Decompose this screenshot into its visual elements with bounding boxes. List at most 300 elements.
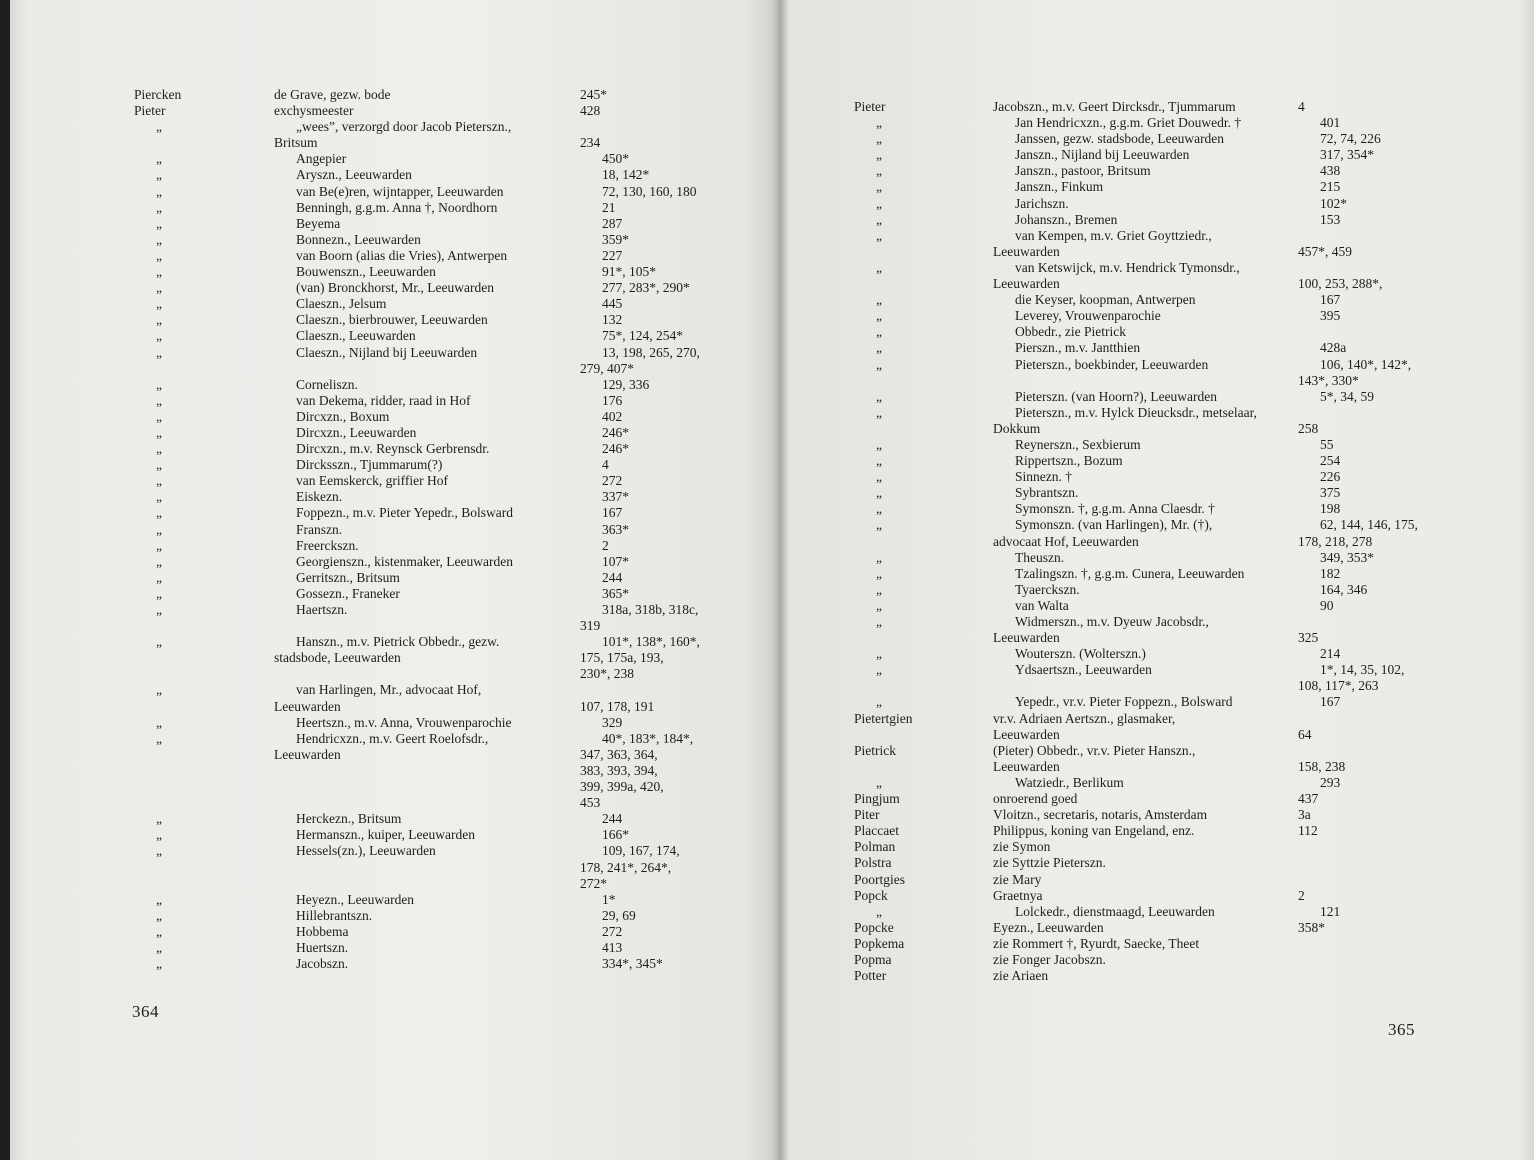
entry-description: Hendricxzn., m.v. Geert Roelofsdr., [296, 730, 489, 746]
entry-name [134, 860, 274, 876]
index-entry [854, 212, 1418, 228]
entry-description: Vloitzn., secretaris, notaris, Amsterdam [993, 807, 1208, 823]
entry-description: Benningh, g.g.m. Anna †, Noordhorn [296, 199, 498, 215]
index-entry [854, 775, 1418, 791]
entry-name: „ [156, 521, 162, 537]
entry-description: zie Syttzie Pieterszn. [993, 855, 1106, 871]
entry-description: zie Symon [993, 839, 1051, 855]
entry-page-refs: 363* [602, 521, 629, 537]
entry-name [134, 763, 274, 779]
entry-page-refs: 428a [1320, 340, 1347, 356]
entry-name: „ [156, 537, 162, 553]
entry-name: „ [156, 392, 162, 408]
entry-page-refs: 445 [602, 296, 623, 312]
index-entry [134, 811, 700, 827]
entry-description: Symonszn. (van Harlingen), Mr. (†), [1015, 517, 1213, 533]
entry-name [134, 618, 274, 634]
entry-page-refs: 178, 218, 278 [1298, 533, 1373, 549]
entry-description: stadsbode, Leeuwarden [274, 650, 401, 666]
entry-name [854, 534, 993, 550]
entry-name: „ [156, 296, 162, 312]
entry-name: „ [876, 324, 882, 340]
entry-page-refs: 21 [602, 199, 616, 215]
entry-page-refs: 112 [1298, 823, 1318, 839]
index-entry [854, 421, 1418, 437]
entry-name: „ [876, 259, 882, 275]
book-spine-edge [0, 0, 10, 1160]
entry-description: Herckezn., Britsum [296, 811, 402, 827]
entry-page-refs: 143*, 330* [1298, 372, 1359, 388]
entry-description: Reynerszn., Sexbierum [1015, 436, 1141, 452]
index-entry [134, 312, 700, 328]
entry-name [854, 759, 993, 775]
index-entry [134, 940, 700, 956]
entry-name: Popkema [854, 935, 905, 951]
entry-page-refs: 438 [1320, 163, 1341, 179]
entry-description: onroerend goed [993, 791, 1078, 807]
index-entry [854, 904, 1418, 920]
entry-description: Leeuwarden [993, 243, 1060, 259]
entry-description: van Eemskerck, griffier Hof [296, 473, 448, 489]
entry-name: „ [156, 682, 162, 698]
entry-name: „ [156, 939, 162, 955]
entry-description: Leeuwarden [993, 726, 1060, 742]
entry-description [274, 876, 580, 892]
entry-name [134, 876, 274, 892]
index-entry [134, 87, 700, 103]
entry-description: advocaat Hof, Leeuwarden [993, 533, 1139, 549]
index-entry [854, 630, 1418, 646]
entry-description [274, 763, 580, 779]
entry-page-refs: 62, 144, 146, 175, [1320, 517, 1418, 533]
index-entry [854, 501, 1418, 517]
entry-name [854, 727, 993, 743]
entry-page-refs: 90 [1320, 597, 1334, 613]
entry-page-refs: 215 [1320, 179, 1341, 195]
entry-page-refs: 383, 393, 394, [580, 762, 658, 778]
index-entry [134, 763, 700, 779]
index-entry [134, 908, 700, 924]
index-entry [134, 682, 700, 698]
entry-name: Piter [854, 807, 880, 823]
entry-name: „ [156, 424, 162, 440]
entry-description: Franszn. [296, 521, 343, 537]
index-entry [134, 650, 700, 666]
entry-page-refs: 399, 399a, 420, [580, 779, 664, 795]
index-entry [854, 485, 1418, 501]
entry-description: Dircksszn., Tjummarum(?) [296, 457, 443, 473]
index-entry [854, 662, 1418, 678]
entry-name: „ [876, 597, 882, 613]
left-page [10, 0, 778, 1160]
entry-description: Angepier [296, 151, 347, 167]
entry-name: „ [876, 131, 882, 147]
index-entry [134, 843, 700, 859]
index-entry [134, 570, 700, 586]
entry-page-refs: 102* [1320, 195, 1347, 211]
entry-page-refs: 227 [602, 247, 623, 263]
entry-page-refs: 153 [1320, 211, 1341, 227]
index-entry [134, 361, 700, 377]
entry-page-refs: 287 [602, 215, 623, 231]
index-entry [854, 968, 1418, 984]
index-entry [854, 920, 1418, 936]
entry-page-refs: 91*, 105* [602, 264, 656, 280]
index-entry [854, 598, 1418, 614]
entry-name: „ [876, 179, 882, 195]
entry-name: „ [156, 714, 162, 730]
entry-name: „ [876, 227, 882, 243]
entry-page-refs: 359* [602, 231, 629, 247]
entry-description: Janszn., Finkum [1015, 179, 1104, 195]
entry-name: Piercken [134, 87, 182, 102]
index-entry [134, 248, 700, 264]
index-entry [134, 731, 700, 747]
entry-page-refs: 164, 346 [1320, 581, 1368, 597]
index-entry [854, 678, 1418, 694]
entry-description: Janszn., pastoor, Britsum [1015, 163, 1151, 179]
entry-description: Pieterszn. (van Hoorn?), Leeuwarden [1015, 388, 1218, 404]
entry-page-refs: 337* [602, 489, 629, 505]
entry-name: „ [156, 843, 162, 859]
entry-name: „ [876, 404, 882, 420]
entry-name: Polman [854, 839, 896, 855]
entry-page-refs: 347, 363, 364, [580, 746, 658, 762]
entry-name: „ [156, 956, 162, 972]
index-entry [854, 888, 1418, 904]
entry-description: Bonnezn., Leeuwarden [296, 231, 421, 247]
entry-name: „ [156, 602, 162, 617]
entry-name: „ [156, 891, 162, 907]
entry-page-refs: 349, 353* [1320, 549, 1374, 565]
entry-page-refs: 1* [602, 891, 616, 907]
entry-description: Tzalingszn. †, g.g.m. Cunera, Leeuwarden [1015, 565, 1245, 581]
entry-page-refs: 245* [580, 87, 607, 102]
entry-page-refs: 358* [1298, 919, 1325, 935]
entry-page-refs: 1*, 14, 35, 102, [1320, 662, 1405, 678]
entry-page-refs: 132 [602, 312, 623, 328]
entry-page-refs: 121 [1320, 903, 1341, 919]
entry-page-refs: 176 [602, 392, 623, 408]
entry-name: Potter [854, 968, 887, 984]
entry-page-refs: 55 [1320, 436, 1334, 452]
left-page-number: 364 [132, 1002, 159, 1021]
index-entry [134, 457, 700, 473]
entry-description: Lolckedr., dienstmaagd, Leeuwarden [1015, 903, 1215, 919]
entry-page-refs: 230*, 238 [580, 666, 634, 682]
entry-page-refs: 272 [602, 923, 623, 939]
entry-page-refs: 158, 238 [1298, 758, 1346, 774]
entry-name [854, 421, 993, 437]
entry-description: Watziedr., Berlikum [1015, 774, 1124, 790]
entry-description: Eyezn., Leeuwarden [993, 919, 1104, 935]
entry-name: „ [156, 569, 162, 585]
entry-page-refs: 107* [602, 553, 629, 569]
entry-description: Rippertszn., Bozum [1015, 453, 1123, 469]
entry-description: (Pieter) Obbedr., vr.v. Pieter Hanszn., [993, 742, 1196, 758]
index-entry [854, 405, 1418, 421]
entry-description: Leverey, Vrouwenparochie [1015, 308, 1161, 324]
entry-page-refs: 401 [1320, 115, 1341, 131]
entry-name: „ [876, 147, 882, 163]
entry-name: „ [876, 565, 882, 581]
index-entry [134, 232, 700, 248]
entry-description [993, 678, 1298, 694]
index-entry [854, 131, 1418, 147]
entry-description: Tyaerckszn. [1015, 581, 1080, 597]
index-entry [134, 586, 700, 602]
entry-name: Pingjum [854, 791, 900, 807]
index-entry [854, 453, 1418, 469]
entry-description: zie Mary [993, 871, 1042, 887]
entry-name: „ [156, 473, 162, 489]
entry-description: Eiskezn. [296, 489, 343, 505]
entry-page-refs: 72, 130, 160, 180 [602, 183, 697, 199]
index-entry [134, 345, 700, 361]
entry-page-refs: 75*, 124, 254* [602, 328, 683, 344]
entry-page-refs: 198 [1320, 501, 1341, 517]
entry-description: van Dekema, ridder, raad in Hof [296, 392, 471, 408]
entry-name: „ [156, 553, 162, 569]
entry-name: „ [876, 115, 882, 131]
entry-description [274, 361, 580, 377]
entry-description [274, 618, 580, 634]
entry-description: Leeuwarden [274, 698, 341, 714]
entry-page-refs: 107, 178, 191 [580, 698, 655, 714]
entry-page-refs: 319 [580, 618, 601, 634]
entry-description: Dircxzn., Boxum [296, 408, 390, 424]
index-entry [134, 538, 700, 554]
entry-description: Jarichszn. [1015, 195, 1069, 211]
index-entry [134, 618, 700, 634]
index-entry [134, 393, 700, 409]
index-entry [134, 602, 700, 618]
entry-description: Dokkum [993, 420, 1041, 436]
entry-page-refs: 258 [1298, 420, 1319, 436]
entry-name: „ [156, 907, 162, 923]
entry-page-refs: 214 [1320, 646, 1341, 662]
index-entry [134, 184, 700, 200]
entry-description: Claeszn., Nijland bij Leeuwarden [296, 344, 478, 360]
entry-description: „wees”, verzorgd door Jacob Pieterszn., [296, 119, 512, 135]
entry-description: exchysmeester [274, 103, 354, 119]
entry-description: Pieterszn., m.v. Hylck Dieucksdr., metselaar, [1015, 404, 1257, 420]
entry-name: Pieter [134, 103, 166, 119]
entry-description: Claeszn., bierbrouwer, Leeuwarden [296, 312, 488, 328]
entry-description: Theuszn. [1015, 549, 1065, 565]
index-entry [134, 135, 700, 151]
entry-description: Janszn., Nijland bij Leeuwarden [1015, 147, 1190, 163]
entry-page-refs: 272 [602, 473, 623, 489]
entry-description: Leeuwarden [274, 746, 341, 762]
entry-name: „ [876, 485, 882, 501]
index-entry [134, 473, 700, 489]
index-entry [134, 264, 700, 280]
index-entry [854, 276, 1418, 292]
entry-description: Huertszn. [296, 939, 349, 955]
index-entry [134, 876, 700, 892]
entry-name: „ [156, 183, 162, 199]
entry-description [274, 779, 580, 795]
entry-description: Freerckszn. [296, 537, 359, 553]
entry-name: „ [876, 662, 882, 678]
index-entry [854, 614, 1418, 630]
entry-description: van Ketswijck, m.v. Hendrick Tymonsdr., [1015, 259, 1240, 275]
entry-description: van Be(e)ren, wijntapper, Leeuwarden [296, 183, 504, 199]
entry-name: Polstra [854, 855, 892, 871]
entry-description: Hobbema [296, 923, 349, 939]
entry-name: „ [156, 247, 162, 263]
index-entry [134, 441, 700, 457]
entry-name: „ [876, 903, 882, 919]
entry-page-refs: 129, 336 [602, 376, 650, 392]
entry-page-refs: 2 [1298, 887, 1305, 903]
entry-page-refs: 293 [1320, 774, 1341, 790]
entry-description [274, 860, 580, 876]
entry-description: Dircxzn., m.v. Reynsck Gerbrensdr. [296, 441, 490, 457]
entry-description: van Walta [1015, 597, 1069, 613]
entry-name: „ [876, 694, 882, 710]
entry-page-refs: 175, 175a, 193, [580, 650, 664, 666]
entry-page-refs: 244 [602, 811, 623, 827]
entry-description: zie Ariaen [993, 968, 1049, 984]
index-entry [854, 759, 1418, 775]
index-entry [134, 103, 700, 119]
index-entry [134, 747, 700, 763]
entry-name: „ [156, 585, 162, 601]
index-entry [854, 534, 1418, 550]
entry-name: „ [876, 163, 882, 179]
index-entry [854, 373, 1418, 389]
entry-name: „ [876, 388, 882, 404]
entry-name [134, 699, 274, 715]
entry-description: Foppezn., m.v. Pieter Yepedr., Bolsward [296, 505, 513, 521]
page-edge [1520, 0, 1534, 1160]
entry-description: Beyema [296, 215, 341, 231]
entry-name: Placcaet [854, 823, 899, 839]
entry-description: Georgienszn., kistenmaker, Leeuwarden [296, 553, 514, 569]
entry-description [993, 373, 1298, 389]
entry-name: „ [156, 119, 162, 135]
entry-name: „ [156, 634, 162, 650]
entry-description: van Kempen, m.v. Griet Goyttziedr., [1015, 227, 1212, 243]
entry-name: „ [876, 774, 882, 790]
entry-description: Hermanszn., kuiper, Leeuwarden [296, 827, 476, 843]
entry-name: „ [156, 923, 162, 939]
entry-description: Jacobszn., m.v. Geert Dircksdr., Tjummarum [993, 99, 1236, 114]
entry-description: zie Fonger Jacobszn. [993, 951, 1106, 967]
entry-name: „ [156, 457, 162, 473]
index-entry [854, 839, 1418, 855]
entry-name: „ [876, 308, 882, 324]
entry-page-refs: 4 [602, 457, 609, 473]
entry-name [134, 135, 274, 151]
entry-name: „ [156, 215, 162, 231]
entry-description: Bouwenszn., Leeuwarden [296, 264, 436, 280]
entry-page-refs: 450* [602, 151, 629, 167]
entry-page-refs: 395 [1320, 308, 1341, 324]
entry-name: „ [156, 280, 162, 296]
index-entry [854, 855, 1418, 871]
entry-name: Pieter [854, 99, 886, 114]
index-entry [854, 550, 1418, 566]
entry-page-refs: 277, 283*, 290* [602, 280, 690, 296]
entry-name: „ [156, 489, 162, 505]
right-page-number: 365 [1388, 1020, 1415, 1039]
entry-page-refs: 334*, 345* [602, 956, 663, 972]
entry-description [274, 666, 580, 682]
entry-page-refs: 428 [580, 103, 601, 119]
entry-description: Heyezn., Leeuwarden [296, 891, 415, 907]
entry-name: „ [876, 646, 882, 662]
entry-name: „ [156, 312, 162, 328]
entry-description: Claeszn., Jelsum [296, 296, 387, 312]
entry-name [134, 650, 274, 666]
entry-description: Gerritszn., Britsum [296, 569, 400, 585]
entry-description: Claeszn., Leeuwarden [296, 328, 416, 344]
entry-page-refs: 100, 253, 288*, [1298, 276, 1383, 292]
index-entry [134, 634, 700, 650]
index-entry [854, 147, 1418, 163]
entry-description: Johanszn., Bremen [1015, 211, 1118, 227]
index-entry [134, 489, 700, 505]
entry-description [274, 795, 580, 811]
index-entry [134, 795, 700, 811]
index-entry [854, 517, 1418, 533]
entry-name: Popcke [854, 919, 894, 935]
index-entry [854, 791, 1418, 807]
entry-name [134, 795, 274, 811]
index-entry [854, 292, 1418, 308]
entry-name [134, 747, 274, 763]
entry-name [854, 276, 993, 292]
index-entry [134, 425, 700, 441]
entry-name: „ [156, 151, 162, 167]
entry-name: „ [876, 436, 882, 452]
entry-name [854, 244, 993, 260]
entry-description: van Harlingen, Mr., advocaat Hof, [296, 682, 482, 698]
index-entry [134, 779, 700, 795]
index-entry [134, 522, 700, 538]
index-entry [854, 711, 1418, 727]
entry-name: „ [876, 211, 882, 227]
entry-description: Haertszn. [296, 602, 348, 617]
entry-description: Sinnezn. † [1015, 469, 1072, 485]
entry-name: „ [156, 231, 162, 247]
entry-page-refs: 402 [602, 408, 623, 424]
entry-description: Heertszn., m.v. Anna, Vrouwenparochie [296, 714, 512, 730]
entry-page-refs: 317, 354* [1320, 147, 1374, 163]
entry-name: „ [156, 505, 162, 521]
entry-page-refs: 318a, 318b, 318c, [602, 602, 699, 617]
index-entry [854, 340, 1418, 356]
entry-name: „ [876, 292, 882, 308]
entry-name [854, 630, 993, 646]
entry-description: Wouterszn. (Wolterszn.) [1015, 646, 1146, 662]
index-entry [854, 469, 1418, 485]
index-entry [854, 244, 1418, 260]
entry-name [134, 779, 274, 795]
entry-description: Jan Hendricxzn., g.g.m. Griet Douwedr. † [1015, 115, 1242, 131]
entry-description: Jacobszn. [296, 956, 349, 972]
index-entry [854, 389, 1418, 405]
entry-page-refs: 329 [602, 714, 623, 730]
index-entry [134, 409, 700, 425]
entry-description: Obbedr., zie Pietrick [1015, 324, 1126, 340]
index-entry [854, 582, 1418, 598]
index-entry [854, 308, 1418, 324]
entry-page-refs: 72, 74, 226 [1320, 131, 1381, 147]
